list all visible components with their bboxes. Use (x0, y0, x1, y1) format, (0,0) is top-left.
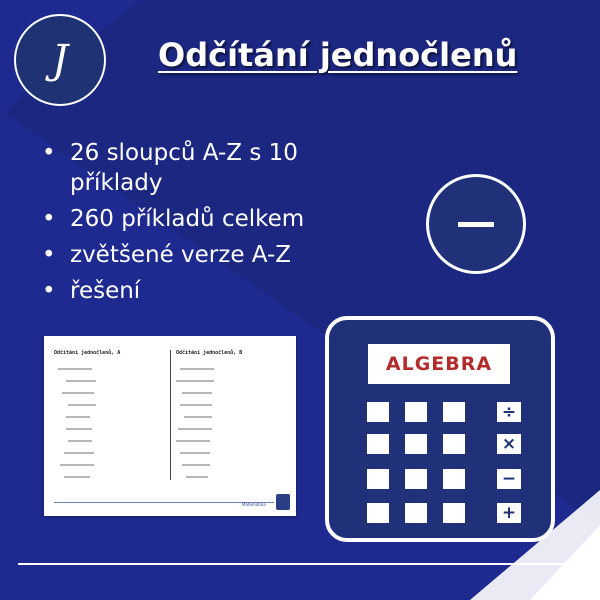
preview-exercise-row (178, 428, 212, 430)
calculator-key (405, 503, 427, 523)
bullet-icon: • (42, 242, 56, 268)
divide-icon: ÷ (497, 402, 521, 422)
minus-bar (458, 222, 494, 227)
preview-exercise-row (58, 368, 92, 370)
logo-letter: J (51, 37, 69, 83)
plus-icon: + (497, 503, 521, 523)
minus-icon (426, 174, 526, 274)
bullet-icon: • (42, 278, 56, 304)
feature-list (36, 138, 376, 312)
calculator-key (367, 402, 389, 422)
calculator-icon (276, 494, 290, 510)
preview-exercise-row (176, 440, 210, 442)
page-title: Odčítání jednočlenů (158, 36, 518, 74)
preview-exercise-row (180, 368, 214, 370)
preview-divider (170, 350, 171, 480)
list-item (36, 276, 376, 306)
bullet-icon: • (42, 140, 56, 166)
list-item-text: zvětšené verze A-Z (70, 242, 292, 268)
preview-exercise-row (180, 452, 210, 454)
bullet-icon: • (42, 206, 56, 232)
list-item-text: řešení (70, 278, 141, 304)
calculator-key (405, 402, 427, 422)
multiply-icon: × (497, 434, 521, 454)
preview-exercise-row (182, 392, 212, 394)
calculator-key (367, 469, 389, 489)
calculator-key (443, 434, 465, 454)
preview-exercise-row (66, 416, 90, 418)
preview-exercise-row (64, 476, 90, 478)
preview-footer-line (54, 502, 274, 503)
preview-exercise-row (186, 476, 208, 478)
preview-exercise-row (184, 416, 212, 418)
calculator-key (367, 503, 389, 523)
preview-exercise-row (60, 464, 94, 466)
preview-exercise-row (68, 404, 96, 406)
list-item-text: 260 příkladů celkem (70, 206, 305, 232)
calculator-key (443, 503, 465, 523)
preview-heading-right: Odčítání jednočlenů, B (176, 350, 243, 356)
list-item (36, 240, 376, 270)
preview-exercise-row (176, 380, 214, 382)
preview-exercise-row (64, 452, 94, 454)
calculator-display (368, 344, 510, 384)
list-item (36, 204, 376, 234)
preview-exercise-row (66, 380, 96, 382)
calculator-icon (325, 316, 555, 542)
list-item-text: 26 sloupců A-Z s 10 příklady (70, 140, 298, 196)
preview-exercise-row (180, 404, 212, 406)
logo-badge (14, 14, 106, 106)
calculator-key (443, 469, 465, 489)
list-item (36, 138, 376, 198)
preview-footer-text: Matematika (242, 502, 266, 507)
preview-exercise-row (62, 392, 94, 394)
calculator-display-text: ALGEBRA (385, 353, 493, 375)
preview-exercise-row (68, 440, 92, 442)
minus-key-icon: − (497, 469, 521, 489)
preview-exercise-row (182, 464, 210, 466)
preview-exercise-row (66, 428, 92, 430)
calculator-key (443, 402, 465, 422)
calculator-key (405, 434, 427, 454)
calculator-key (405, 469, 427, 489)
bottom-divider (18, 563, 580, 565)
worksheet-preview (44, 336, 296, 516)
preview-heading-left: Odčítání jednočlenů, A (54, 350, 121, 356)
calculator-key (367, 434, 389, 454)
